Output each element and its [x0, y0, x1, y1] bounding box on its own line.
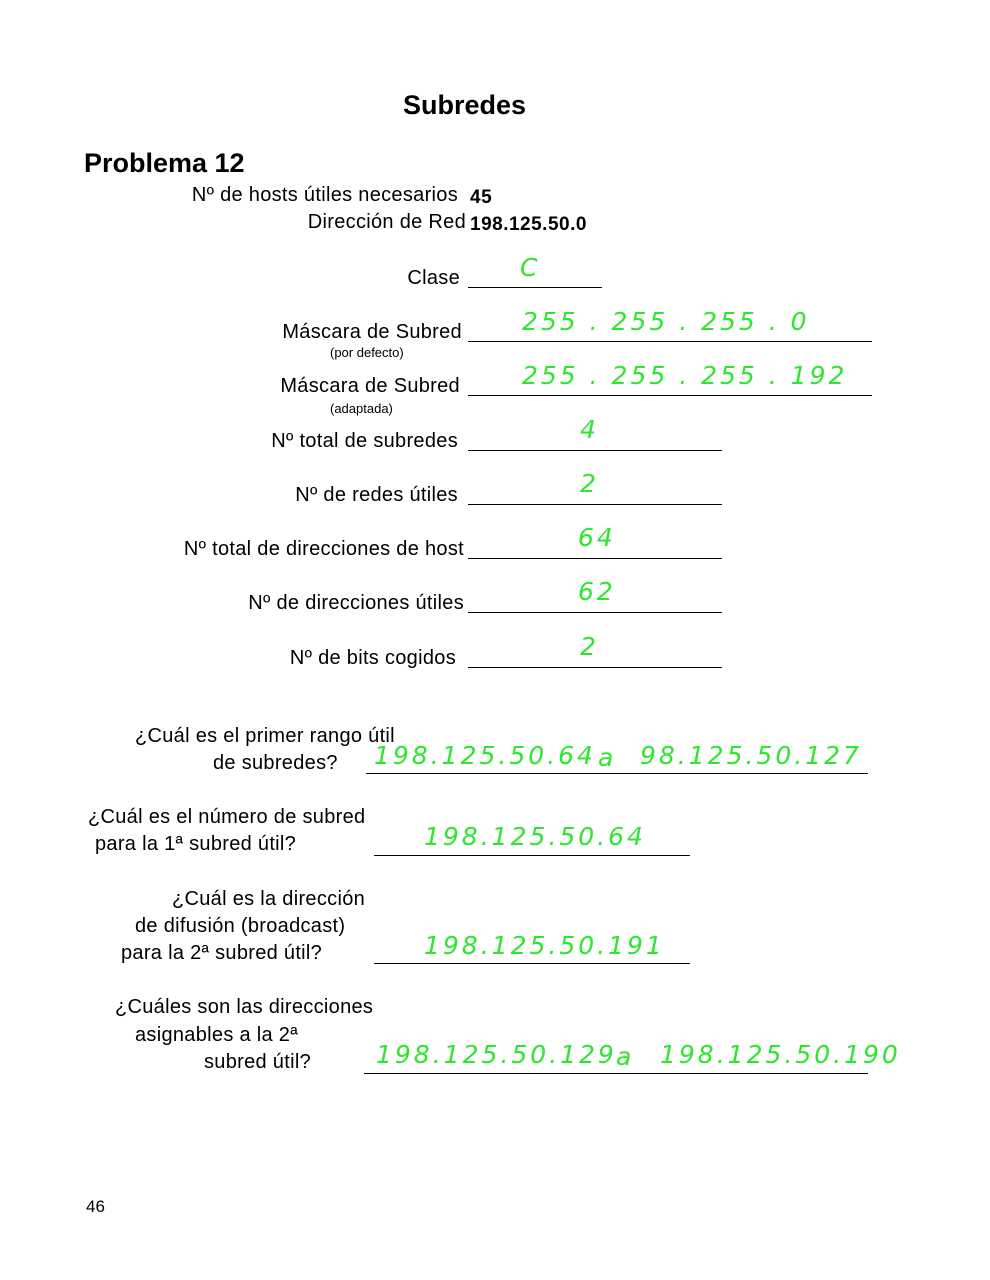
q3-line3: para la 2ª subred útil?: [121, 942, 323, 964]
q3-line1: ¿Cuál es la dirección: [172, 888, 366, 910]
usable-addrs-answer: 62: [578, 577, 616, 606]
network-label: Dirección de Red: [307, 211, 466, 233]
total-hosts-answer: 64: [578, 523, 616, 552]
q1-line2: de subredes?: [213, 752, 338, 774]
q2-line1: ¿Cuál es el número de subred: [88, 806, 366, 828]
q1-answer-to: 98.125.50.127: [640, 741, 862, 770]
hosts-value: 45: [470, 187, 493, 208]
bits-label: Nº de bits cogidos: [289, 647, 456, 669]
total-subnets-answer-line: [468, 450, 722, 451]
total-hosts-answer-line: [468, 558, 722, 559]
usable-addrs-answer-line: [468, 612, 722, 613]
clase-answer: C: [520, 253, 541, 282]
q4-answer-to: 198.125.50.190: [660, 1040, 901, 1069]
q1-answer-separator: a: [598, 743, 617, 772]
q2-answer-line: [374, 855, 690, 856]
q1-answer-from: 198.125.50.64: [374, 741, 596, 770]
mask-custom-answer: 255 . 255 . 255 . 192: [522, 361, 848, 390]
mask-custom-answer-line: [468, 395, 872, 396]
clase-answer-line: [468, 287, 602, 288]
usable-addrs-label: Nº de direcciones útiles: [248, 592, 464, 614]
usable-nets-answer-line: [468, 504, 722, 505]
q3-answer-line: [374, 963, 690, 964]
q2-line2: para la 1ª subred útil?: [95, 833, 297, 855]
mask-default-answer: 255 . 255 . 255 . 0: [522, 307, 810, 336]
mask-custom-label: Máscara de Subred: [280, 375, 460, 397]
q4-answer-from: 198.125.50.129: [376, 1040, 617, 1069]
q4-line1: ¿Cuáles son las direcciones: [115, 996, 374, 1018]
mask-default-label: Máscara de Subred: [282, 321, 462, 343]
mask-custom-note: (adaptada): [330, 401, 393, 416]
page-number: 46: [86, 1197, 105, 1216]
mask-default-answer-line: [468, 341, 872, 342]
total-subnets-answer: 4: [580, 415, 599, 444]
bits-answer-line: [468, 667, 722, 668]
clase-label: Clase: [407, 267, 460, 289]
mask-default-note: (por defecto): [330, 345, 404, 360]
problem-title: Problema 12: [84, 148, 245, 178]
q4-line2: asignables a la 2ª: [135, 1024, 298, 1046]
hosts-label: Nº de hosts útiles necesarios: [191, 184, 458, 206]
total-hosts-label: Nº total de direcciones de host: [183, 538, 464, 560]
usable-nets-label: Nº de redes útiles: [295, 484, 458, 506]
q4-answer-line: [364, 1073, 868, 1074]
page-heading: Subredes: [403, 90, 527, 120]
q2-answer: 198.125.50.64: [424, 822, 646, 851]
q1-line1: ¿Cuál es el primer rango útil: [135, 725, 395, 747]
q3-line2: de difusión (broadcast): [135, 915, 346, 937]
bits-answer: 2: [580, 632, 599, 661]
q3-answer: 198.125.50.191: [424, 931, 665, 960]
network-value: 198.125.50.0: [470, 214, 587, 235]
usable-nets-answer: 2: [580, 469, 599, 498]
q1-answer-line: [366, 773, 868, 774]
q4-line3: subred útil?: [204, 1051, 311, 1073]
total-subnets-label: Nº total de subredes: [271, 430, 458, 452]
q4-answer-separator: a: [616, 1042, 635, 1071]
